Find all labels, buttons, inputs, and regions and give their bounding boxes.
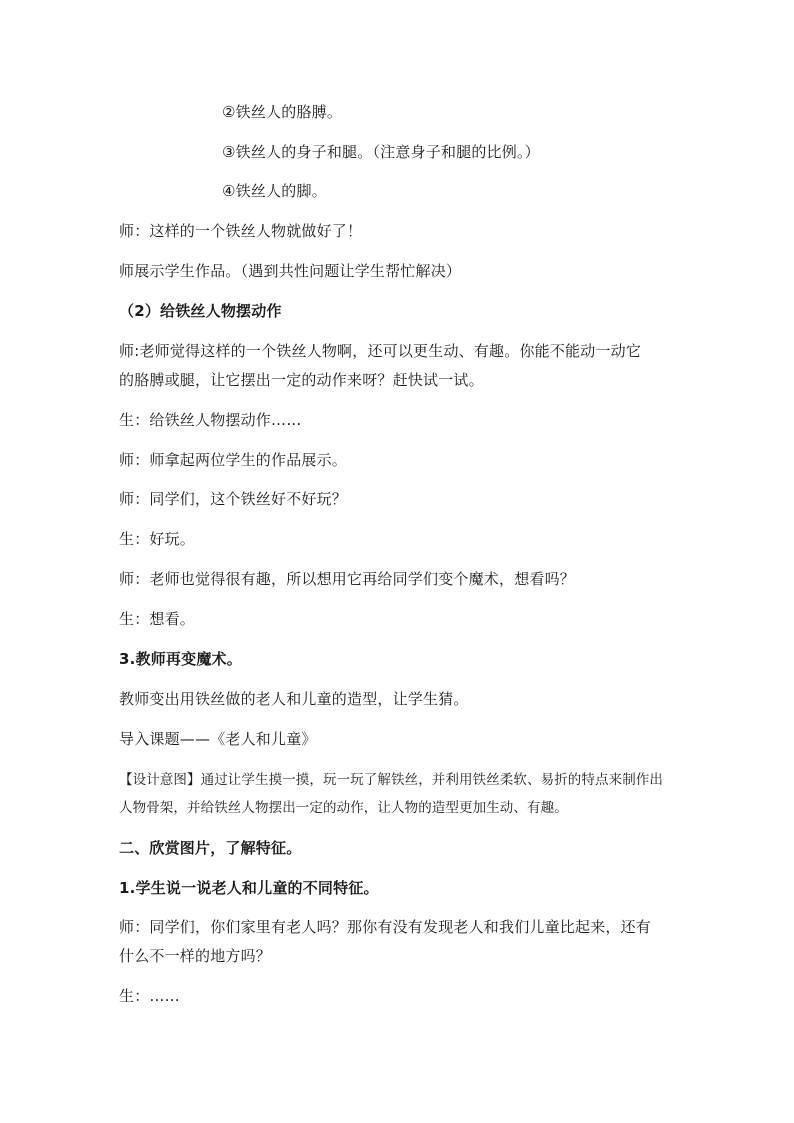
paragraph-magic-desc: 教师变出用铁丝做的老人和儿童的造型，让学生猜。 bbox=[119, 690, 469, 708]
heading-section-2: 二、欣赏图片，了解特征。 bbox=[119, 839, 302, 857]
paragraph-done: 师：这样的一个铁丝人物就做好了！ bbox=[119, 222, 363, 240]
paragraph-intro-topic: 导入课题——《老人和儿童》 bbox=[119, 730, 317, 748]
paragraph-teacher-magic: 师：老师也觉得很有趣，所以想用它再给同学们变个魔术，想看吗？ bbox=[119, 570, 576, 588]
design-intent-line1: 【设计意图】通过让学生摸一摸，玩一玩了解铁丝，并利用铁丝柔软、易折的特点来制作出 bbox=[119, 772, 663, 788]
paragraph-student-fun: 生：好玩。 bbox=[119, 530, 196, 548]
heading-sub-1: 1.学生说一说老人和儿童的不同特征。 bbox=[119, 879, 379, 897]
paragraph-student-want: 生：想看。 bbox=[119, 610, 196, 628]
paragraph-teacher-pose-line1: 师:老师觉得这样的一个铁丝人物啊，还可以更生动、有趣。你能不能动一动它 bbox=[119, 342, 642, 360]
paragraph-teacher-question-line2: 什么不一样的地方吗？ bbox=[119, 947, 272, 965]
paragraph-student-pose: 生：给铁丝人物摆动作…… bbox=[119, 411, 302, 429]
paragraph-student-ellipsis: 生：…… bbox=[119, 987, 180, 1005]
paragraph-teacher-question-line1: 师：同学们，你们家里有老人吗？那你有没有发现老人和我们儿童比起来，还有 bbox=[119, 918, 652, 936]
heading-magic: 3.教师再变魔术。 bbox=[119, 650, 242, 668]
step-body-legs: ③铁丝人的身子和腿。（注意身子和腿的比例。） bbox=[222, 143, 540, 161]
paragraph-teacher-show: 师：师拿起两位学生的作品展示。 bbox=[119, 451, 348, 469]
paragraph-teacher-ask: 师：同学们，这个铁丝好不好玩？ bbox=[119, 490, 348, 508]
paragraph-show-works: 师展示学生作品。（遇到共性问题让学生帮忙解决） bbox=[119, 262, 462, 280]
step-feet: ④铁丝人的脚。 bbox=[222, 182, 327, 200]
step-arm: ②铁丝人的胳膊。 bbox=[222, 103, 343, 121]
heading-pose: （2）给铁丝人物摆动作 bbox=[119, 302, 282, 320]
paragraph-teacher-pose-line2: 的胳膊或腿，让它摆出一定的动作来呀？赶快试一试。 bbox=[119, 371, 484, 389]
design-intent-line2: 人物骨架，并给铁丝人物摆出一定的动作，让人物的造型更加生动、有趣。 bbox=[119, 800, 568, 816]
